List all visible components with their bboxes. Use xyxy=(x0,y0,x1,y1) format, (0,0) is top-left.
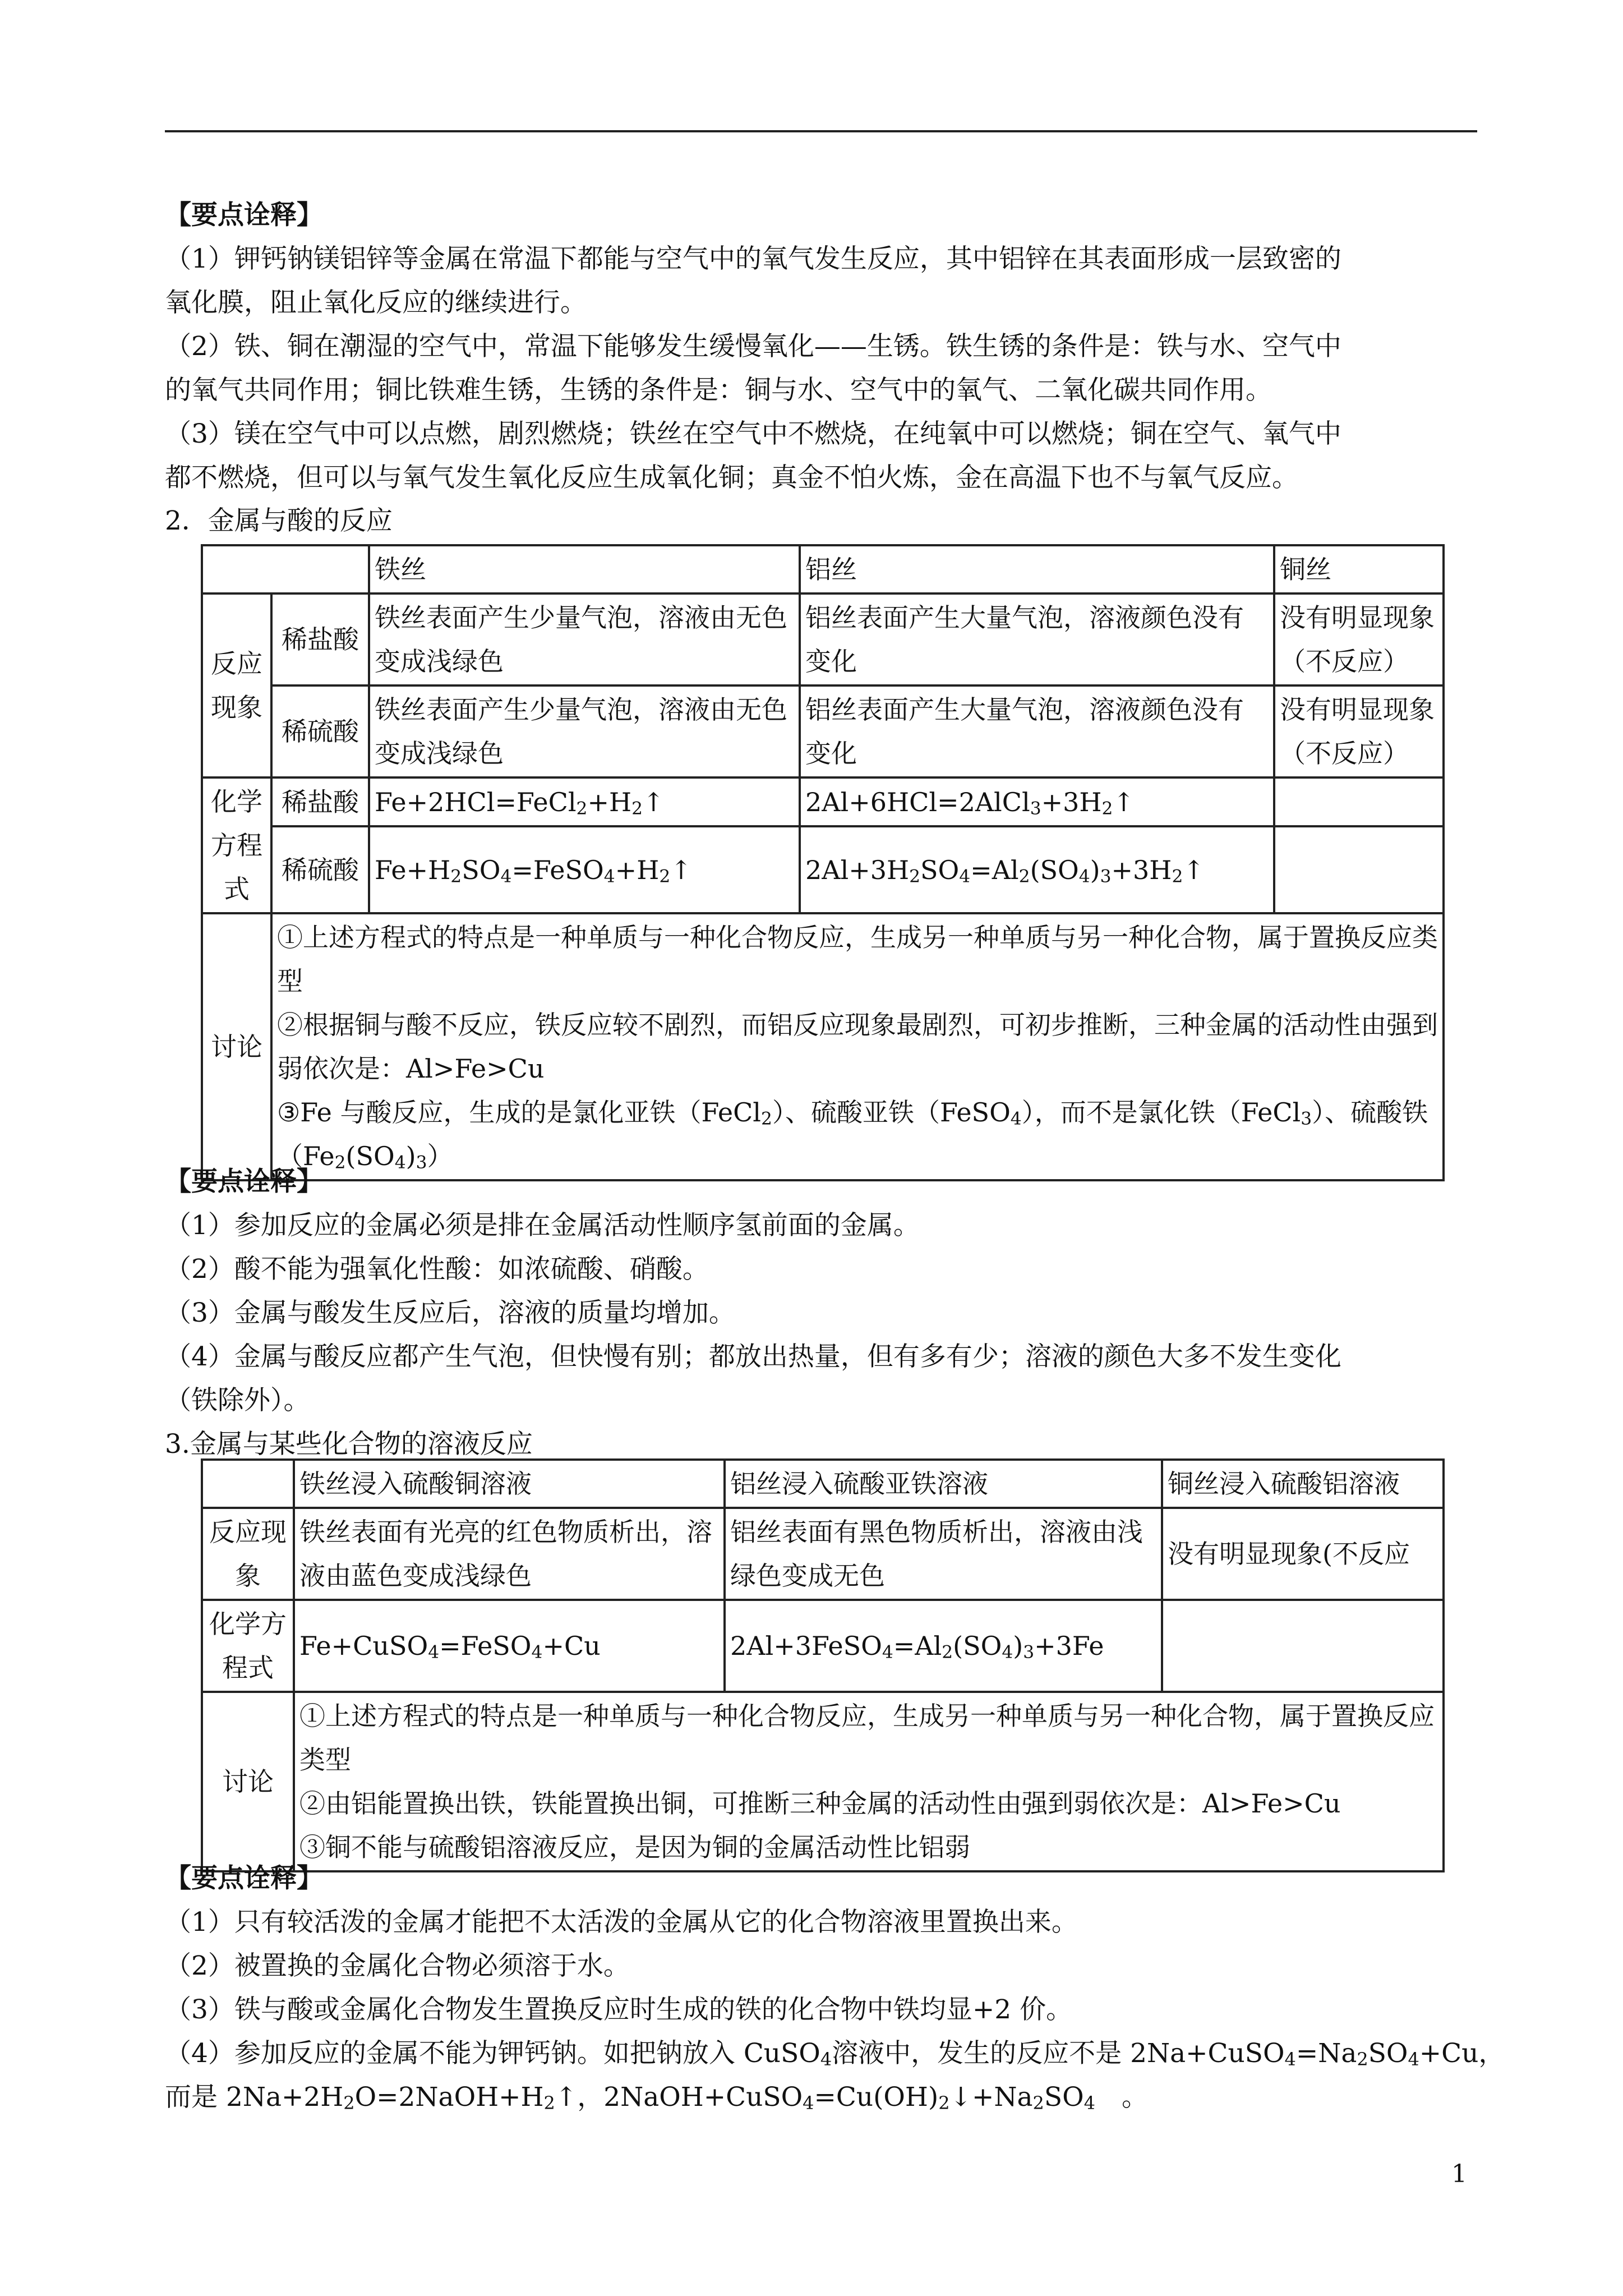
discussion-point: ①上述方程式的特点是一种单质与一种化合物反应，生成另一种单质与另一种化合物，属于置换反应类型 xyxy=(277,922,1438,996)
note-line: （3）镁在空气中可以点燃，剧烈燃烧；铁丝在空气中不燃烧，在纯氧中可以燃烧；铜在空气、氧气中 xyxy=(165,418,1341,449)
note-line: 都不燃烧，但可以与氧气发生氧化反应生成氧化铜；真金不怕火炼，金在高温下也不与氧气反应。 xyxy=(165,462,1298,493)
solution-reaction-table xyxy=(201,1458,1445,1872)
notes-heading: 【要点诠释】 xyxy=(165,200,323,231)
row-label-discussion: 讨论 xyxy=(202,913,271,1180)
cell-cu-h2so4: 没有明显现象（不反应） xyxy=(1274,685,1444,777)
section1-notes xyxy=(165,194,1455,500)
note-line: 氧化膜，阻止氧化反应的继续进行。 xyxy=(165,287,587,318)
discussion-point: ②由铝能置换出铁，铁能置换出铜，可推断三种金属的活动性由强到弱依次是：Al>Fe>Cu xyxy=(299,1788,1341,1819)
section3-notes xyxy=(165,1857,1505,2119)
table-corner xyxy=(202,545,369,593)
discussion-point: ③Fe 与酸反应，生成的是氯化亚铁（FeCl2）、硫酸亚铁（FeSO4），而不是氯化铁（FeCl3）、硫酸铁（Fe2(SO4)3） xyxy=(277,1097,1428,1173)
cell-phenomenon-2: 铝丝表面有黑色物质析出，溶液由浅绿色变成无色 xyxy=(725,1508,1162,1600)
note-line: （3）铁与酸或金属化合物发生置换反应时生成的铁的化合物中铁均显+2 价。 xyxy=(165,1994,1073,2025)
cell-al-h2so4: 铝丝表面产生大量气泡，溶液颜色没有变化 xyxy=(800,685,1274,777)
note-line: 而是 2Na+2H2O=2NaOH+H2↑，2NaOH+CuSO4=Cu(OH)2↓+Na2SO4 。 xyxy=(165,2082,1148,2114)
note-line: （3）金属与酸发生反应后，溶液的质量均增加。 xyxy=(165,1297,735,1328)
row-label-discussion: 讨论 xyxy=(202,1692,294,1871)
section2-notes xyxy=(165,1160,1455,1466)
acid-label-hcl: 稀盐酸 xyxy=(271,593,369,685)
cell-equation-2: 2Al+3FeSO4=Al2(SO4)3+3Fe xyxy=(725,1600,1162,1692)
note-line: （2）被置换的金属化合物必须溶于水。 xyxy=(165,1950,630,1981)
acid-reaction-table xyxy=(201,544,1445,1181)
note-line: （1）只有较活泼的金属才能把不太活泼的金属从它的化合物溶液里置换出来。 xyxy=(165,1907,1078,1938)
col-header-aluminum: 铝丝 xyxy=(800,545,1274,593)
cell-equation-3 xyxy=(1162,1600,1444,1692)
discussion-point: ③铜不能与硫酸铝溶液反应，是因为铜的金属活动性比铝弱 xyxy=(299,1832,970,1862)
discussion-cell xyxy=(271,913,1444,1180)
cell-eq-fe-hcl: Fe+2HCl=FeCl2+H2↑ xyxy=(369,777,800,826)
table-corner xyxy=(202,1460,294,1508)
notes-heading: 【要点诠释】 xyxy=(165,1166,323,1197)
col-header-cu-al2so43: 铜丝浸入硫酸铝溶液 xyxy=(1162,1460,1444,1508)
cell-eq-cu-h2so4 xyxy=(1274,826,1444,913)
cell-iron-hcl: 铁丝表面产生少量气泡，溶液由无色变成浅绿色 xyxy=(369,593,800,685)
note-line: （2）酸不能为强氧化性酸：如浓硫酸、硝酸。 xyxy=(165,1254,709,1285)
cell-al-hcl: 铝丝表面产生大量气泡，溶液颜色没有变化 xyxy=(800,593,1274,685)
section2-title-wrap xyxy=(165,499,1455,543)
discussion-point: ①上述方程式的特点是一种单质与一种化合物反应，生成另一种单质与另一种化合物，属于置换反应类型 xyxy=(299,1701,1435,1775)
acid-label-h2so4: 稀硫酸 xyxy=(271,826,369,913)
note-line: （4）参加反应的金属不能为钾钙钠。如把钠放入 CuSO4溶液中，发生的反应不是 2Na+CuSO4=Na2SO4+Cu， xyxy=(165,2038,1505,2070)
discussion-point: ②根据铜与酸不反应，铁反应较不剧烈，而铝反应现象最剧烈，可初步推断，三种金属的活动性由强到弱依次是：Al>Fe>Cu xyxy=(277,1010,1438,1084)
col-header-iron-cuso4: 铁丝浸入硫酸铜溶液 xyxy=(294,1460,725,1508)
col-header-al-feso4: 铝丝浸入硫酸亚铁溶液 xyxy=(725,1460,1162,1508)
col-header-copper: 铜丝 xyxy=(1274,545,1444,593)
cell-eq-al-hcl: 2Al+6HCl=2AlCl3+3H2↑ xyxy=(800,777,1274,826)
row-label-phenomena: 反应现象 xyxy=(202,1508,294,1600)
cell-eq-cu-hcl xyxy=(1274,777,1444,826)
acid-label-h2so4: 稀硫酸 xyxy=(271,685,369,777)
acid-label-hcl: 稀盐酸 xyxy=(271,777,369,826)
note-line: 的氧气共同作用；铜比铁难生锈，生锈的条件是：铜与水、空气中的氧气、二氧化碳共同作用。 xyxy=(165,375,1272,406)
cell-cu-hcl: 没有明显现象（不反应） xyxy=(1274,593,1444,685)
row-label-equation: 化学方程式 xyxy=(202,777,271,913)
header-rule xyxy=(165,130,1477,132)
notes-heading: 【要点诠释】 xyxy=(165,1863,323,1894)
note-line: （铁除外）。 xyxy=(165,1385,310,1416)
note-line: （4）金属与酸反应都产生气泡，但快慢有别；都放出热量，但有多有少；溶液的颜色大多不发生变化 xyxy=(165,1341,1341,1372)
cell-eq-al-h2so4: 2Al+3H2SO4=Al2(SO4)3+3H2↑ xyxy=(800,826,1274,913)
page-number: 1 xyxy=(1451,2160,1467,2188)
row-label-phenomena: 反应现象 xyxy=(202,593,271,777)
row-label-equation: 化学方程式 xyxy=(202,1600,294,1692)
section-title: 3.金属与某些化合物的溶液反应 xyxy=(165,1429,533,1460)
cell-phenomenon-1: 铁丝表面有光亮的红色物质析出，溶液由蓝色变成浅绿色 xyxy=(294,1508,725,1600)
cell-equation-1: Fe+CuSO4=FeSO4+Cu xyxy=(294,1600,725,1692)
note-line: （1）参加反应的金属必须是排在金属活动性顺序氢前面的金属。 xyxy=(165,1210,920,1241)
cell-phenomenon-3: 没有明显现象(不反应 xyxy=(1162,1508,1444,1600)
note-line: （1）钾钙钠镁铝锌等金属在常温下都能与空气中的氧气发生反应，其中铝锌在其表面形成一层致密的 xyxy=(165,243,1341,274)
cell-iron-h2so4: 铁丝表面产生少量气泡，溶液由无色变成浅绿色 xyxy=(369,685,800,777)
note-line: （2）铁、铜在潮湿的空气中，常温下能够发生缓慢氧化——生锈。铁生锈的条件是：铁与水、空气中 xyxy=(165,331,1341,362)
cell-eq-fe-h2so4: Fe+H2SO4=FeSO4+H2↑ xyxy=(369,826,800,913)
discussion-cell xyxy=(294,1692,1444,1871)
section-title: 2．金属与酸的反应 xyxy=(165,505,393,536)
col-header-iron: 铁丝 xyxy=(369,545,800,593)
